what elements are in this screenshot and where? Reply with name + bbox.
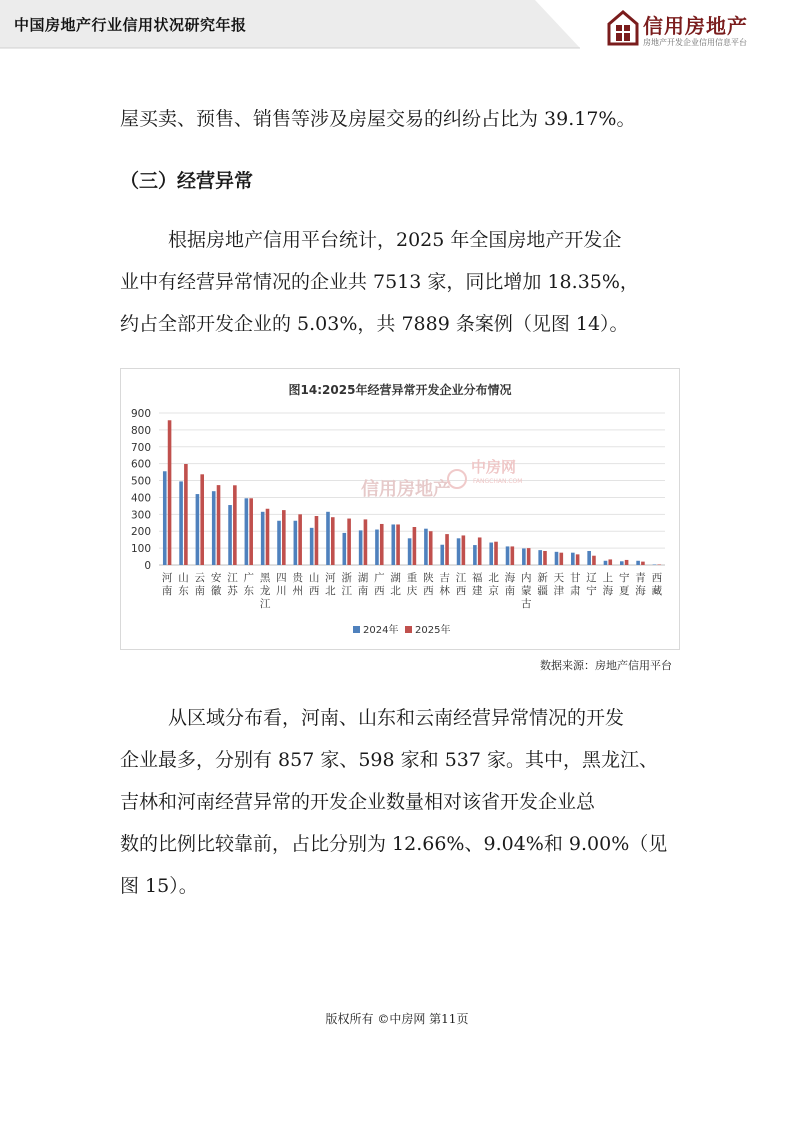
x-tick-label: 龙	[259, 585, 271, 597]
x-tick-label: 藏	[651, 585, 663, 597]
x-tick-label: 河	[325, 572, 336, 584]
y-tick-label: 100	[130, 543, 151, 556]
bar-2024	[636, 561, 640, 565]
y-tick-label: 0	[144, 560, 151, 572]
bar-2024	[440, 545, 444, 565]
x-tick-label: 内	[521, 572, 532, 584]
chart-title: 图14:2025年经营异常开发企业分布情况	[288, 383, 512, 397]
x-tick-label: 广	[243, 572, 255, 584]
bar-2025	[331, 517, 335, 565]
bar-2024	[310, 528, 314, 565]
x-tick-label: 吉	[439, 572, 450, 584]
bar-2025	[249, 498, 253, 565]
bar-2024	[571, 553, 575, 565]
bar-2025	[429, 531, 433, 565]
x-tick-label: 河	[161, 572, 173, 584]
x-tick-label: 西	[423, 585, 434, 597]
watermark-text: FANGCHAN.COM	[473, 478, 523, 485]
x-tick-label: 夏	[618, 585, 630, 597]
bar-2024	[277, 521, 281, 565]
bar-2025	[543, 551, 547, 565]
watermark-text: 信用房地产	[361, 479, 451, 500]
x-tick-label: 林	[439, 585, 450, 597]
legend-label: 2024年	[363, 625, 399, 636]
x-tick-label: 庆	[406, 585, 418, 597]
bar-2024	[620, 561, 624, 565]
bar-2025	[396, 524, 400, 565]
bar-2025	[282, 510, 286, 565]
x-tick-label: 宁	[586, 585, 597, 597]
y-tick-label: 600	[130, 458, 151, 471]
x-tick-label: 北	[325, 585, 336, 597]
bar-2024	[653, 564, 657, 565]
x-tick-label: 四	[276, 572, 287, 584]
bar-2024	[457, 538, 461, 565]
text-line: 图 15）。	[120, 875, 198, 897]
x-tick-label: 浙	[341, 572, 352, 584]
legend-swatch-2024	[353, 626, 360, 633]
page-footer: 版权所有 ©中房网 第11页	[325, 1012, 469, 1026]
bar-2024	[359, 530, 363, 565]
bar-2025	[200, 474, 204, 565]
report-title: 中国房地产行业信用状况研究年报	[14, 16, 247, 34]
bar-2025	[462, 535, 466, 565]
x-tick-label: 西	[651, 572, 663, 584]
bar-2024	[408, 538, 412, 565]
x-tick-label: 上	[602, 572, 614, 584]
x-tick-label: 江	[341, 585, 352, 597]
x-tick-label: 重	[406, 572, 418, 584]
house-logo-icon	[607, 10, 639, 46]
bar-2024	[261, 512, 265, 565]
bar-2025	[413, 527, 417, 565]
x-tick-label: 南	[357, 585, 369, 597]
x-tick-label: 西	[308, 585, 320, 597]
x-tick-label: 北	[488, 572, 499, 584]
bar-2025	[494, 542, 498, 565]
x-tick-label: 云	[194, 572, 206, 584]
y-tick-label: 200	[130, 526, 151, 539]
watermark-text: 中房网	[471, 458, 517, 476]
x-tick-label: 东	[243, 585, 255, 597]
bar-2025	[576, 554, 580, 565]
bar-2024	[228, 505, 232, 565]
bar-2024	[473, 545, 477, 565]
x-tick-label: 海	[504, 572, 516, 584]
y-tick-label: 700	[130, 441, 151, 454]
text-line: 业中有经营异常情况的企业共 7513 家，同比增加 18.35%，	[120, 271, 639, 293]
bar-2024	[587, 551, 591, 565]
bar-2025	[560, 553, 564, 565]
x-tick-label: 湖	[390, 572, 401, 584]
x-tick-label: 湖	[357, 572, 369, 584]
x-tick-label: 南	[504, 585, 516, 597]
x-tick-label: 青	[635, 572, 646, 584]
x-tick-label: 西	[374, 585, 385, 597]
bar-2024	[375, 530, 379, 565]
text-line: 根据房地产信用平台统计，2025 年全国房地产开发企	[168, 229, 622, 251]
logo-text: 信用房地产	[643, 14, 748, 38]
x-tick-label: 津	[553, 585, 565, 597]
bar-2025	[217, 485, 221, 565]
x-tick-label: 海	[602, 585, 614, 597]
bar-2024	[522, 548, 526, 565]
bar-2025	[478, 537, 482, 565]
x-tick-label: 东	[178, 585, 189, 597]
y-tick-label: 900	[130, 408, 151, 420]
x-tick-label: 南	[161, 585, 173, 597]
chart-frame	[120, 368, 680, 650]
logo-subtitle: 房地产开发企业信用信息平台	[643, 38, 747, 47]
bar-2024	[245, 498, 249, 565]
bar-2025	[184, 464, 188, 565]
bar-2025	[592, 556, 596, 565]
x-tick-label: 辽	[586, 572, 597, 584]
x-tick-label: 州	[292, 585, 303, 597]
bar-2024	[538, 550, 542, 565]
bar-2025	[511, 546, 515, 565]
bar-2025	[298, 514, 302, 565]
x-tick-label: 肃	[569, 585, 581, 597]
x-tick-label: 天	[553, 572, 565, 584]
bar-2024	[489, 543, 493, 565]
bar-2025	[608, 559, 612, 565]
y-tick-label: 800	[130, 424, 151, 437]
bar-2024	[604, 561, 608, 565]
bar-2025	[266, 509, 270, 565]
x-tick-label: 建	[472, 585, 483, 597]
bar-2025	[315, 516, 319, 565]
chart-source: 数据来源：房地产信用平台	[540, 659, 672, 672]
x-tick-label: 江	[259, 598, 271, 610]
bar-2024	[294, 521, 298, 565]
x-tick-label: 西	[455, 585, 467, 597]
bar-2025	[657, 564, 661, 565]
y-tick-label: 400	[130, 492, 151, 505]
x-tick-label: 宁	[618, 572, 630, 584]
bar-2024	[424, 529, 428, 565]
bar-2025	[233, 485, 237, 565]
x-tick-label: 川	[276, 585, 287, 597]
x-tick-label: 山	[308, 572, 320, 584]
x-tick-label: 黑	[259, 572, 271, 584]
bar-2025	[625, 560, 629, 565]
bar-chart	[121, 369, 679, 649]
bar-2024	[391, 524, 395, 565]
paragraph-regional	[120, 697, 680, 907]
x-tick-label: 江	[227, 572, 238, 584]
bar-2024	[555, 552, 559, 565]
x-tick-label: 山	[178, 572, 189, 584]
x-tick-label: 苏	[227, 585, 238, 597]
x-tick-label: 京	[488, 585, 499, 597]
bar-2024	[179, 481, 183, 565]
paragraph-statistics	[120, 219, 680, 345]
brand-logo[interactable]	[607, 10, 767, 50]
text-line: 约占全部开发企业的 5.03%，共 7889 条案例（见图 14）。	[120, 313, 629, 335]
x-tick-label: 贵	[292, 572, 303, 584]
x-tick-label: 疆	[537, 585, 548, 597]
text-line: 从区域分布看，河南、山东和云南经营异常情况的开发	[168, 707, 625, 729]
text-line: 企业最多，分别有 857 家、598 家和 537 家。其中，黑龙江、	[120, 749, 658, 771]
bar-2025	[347, 519, 351, 565]
bar-2025	[364, 519, 368, 565]
paragraph-intro	[120, 98, 680, 140]
text-line: 屋买卖、预售、销售等涉及房屋交易的纠纷占比为 39.17%。	[120, 108, 636, 130]
bar-2024	[212, 491, 216, 565]
x-tick-label: 陕	[423, 572, 434, 584]
bar-2025	[380, 524, 384, 565]
legend-label: 2025年	[415, 625, 451, 636]
section-heading: （三）经营异常	[120, 170, 254, 192]
bar-2024	[326, 512, 330, 565]
bar-2024	[163, 471, 167, 565]
x-tick-label: 北	[390, 585, 401, 597]
x-tick-label: 甘	[569, 572, 581, 584]
bar-2025	[527, 548, 531, 565]
text-line: 数的比例比较靠前，占比分别为 12.66%、9.04%和 9.00%（见	[120, 833, 668, 855]
x-tick-label: 海	[635, 585, 646, 597]
bar-2024	[196, 494, 200, 565]
x-tick-label: 古	[521, 598, 532, 610]
x-tick-label: 新	[537, 572, 548, 584]
bar-2024	[506, 546, 510, 565]
bar-2025	[168, 420, 172, 565]
x-tick-label: 广	[374, 572, 385, 584]
bar-2025	[445, 534, 449, 565]
y-tick-label: 300	[130, 509, 151, 522]
y-tick-label: 500	[130, 475, 151, 488]
bar-2024	[343, 533, 347, 565]
x-tick-label: 蒙	[521, 585, 532, 597]
x-tick-label: 徽	[210, 585, 222, 597]
x-tick-label: 福	[472, 572, 483, 584]
x-tick-label: 安	[210, 572, 222, 584]
legend-swatch-2025	[405, 626, 412, 633]
x-tick-label: 江	[455, 572, 467, 584]
x-tick-label: 南	[194, 585, 206, 597]
text-line: 吉林和河南经营异常的开发企业数量相对该省开发企业总	[120, 791, 596, 813]
bar-2025	[641, 562, 645, 565]
